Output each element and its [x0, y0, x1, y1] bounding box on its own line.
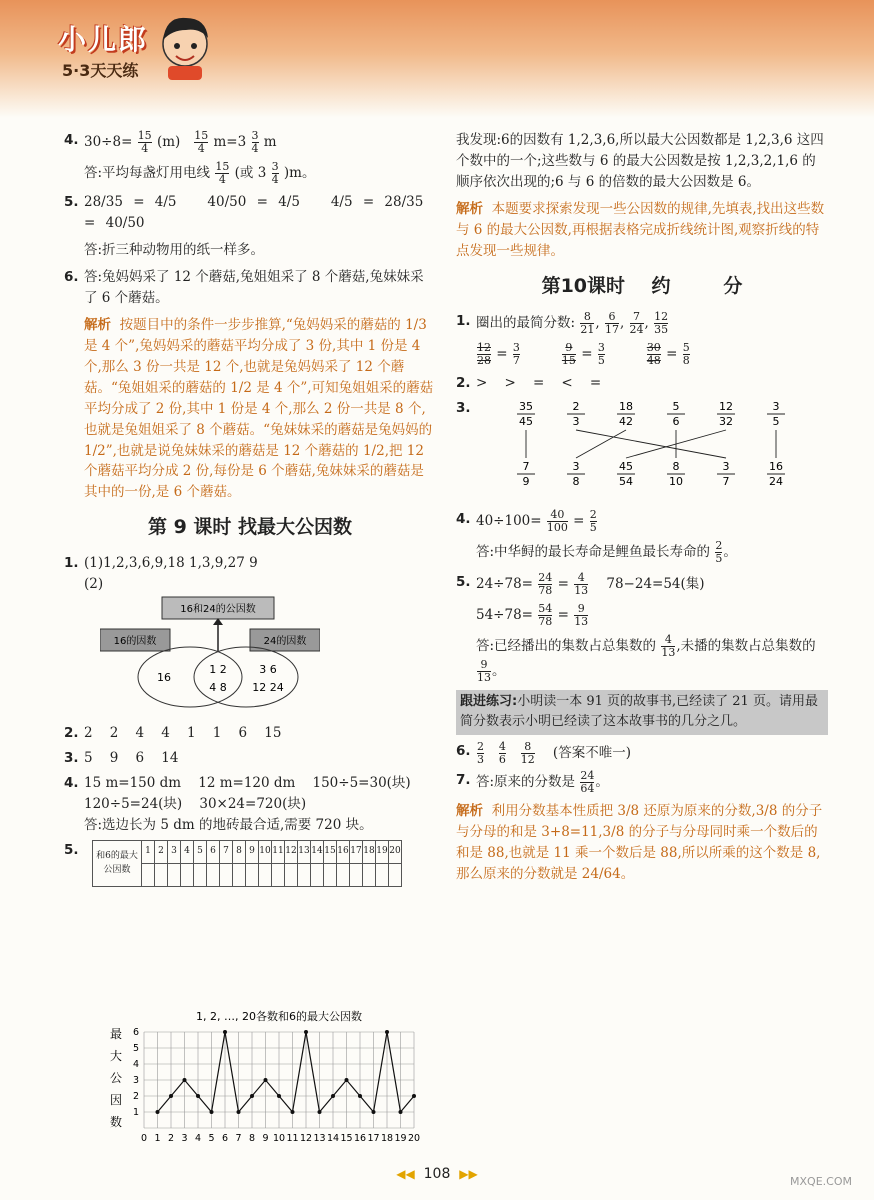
table-cell	[181, 864, 194, 887]
question-number: 5.	[64, 842, 79, 859]
fraction: $\frac{2}{3}$	[477, 739, 484, 766]
table-col-header: 7	[220, 841, 233, 864]
y-tick-label: 3	[132, 1075, 139, 1086]
data-point	[196, 1094, 200, 1098]
table-col-header: 2	[155, 841, 168, 864]
data-point	[399, 1110, 403, 1114]
l10-q5-expr3: 54÷78=	[476, 606, 533, 623]
l10-q2-answer: > > = < =	[476, 375, 602, 392]
question-number: 6.	[64, 269, 79, 286]
match-top-den: 3	[572, 415, 580, 429]
table-cell	[389, 864, 402, 887]
x-tick-label: 17	[367, 1133, 380, 1144]
question-number: 7.	[456, 771, 471, 788]
question-number: 4.	[456, 511, 471, 528]
analysis-label: 解析	[456, 802, 483, 819]
match-bottom-num: 45	[619, 460, 633, 474]
venn-left-box: 16的因数	[113, 635, 157, 647]
question-number: 2.	[64, 725, 79, 742]
match-top-den: 6	[672, 415, 680, 429]
lesson-10-title: 第10课时 约 分	[541, 274, 743, 297]
question-number: 1.	[64, 554, 79, 571]
analysis-text: 利用分数基本性质把 3/8 还原为原来的分数,3/8 的分子与分母的和是 3+8=11,3/8 的分子与分母同时乘一个数后的和是 88,也就是 11 乘一个数后是 88,所以所乘的这个数是 8,那么原来的分数就是 24/64。	[456, 802, 823, 882]
table-col-header: 12	[285, 841, 298, 864]
q6-note: (答案不唯一)	[552, 744, 631, 761]
l10-q7-answer: 答:原来的分数是	[476, 773, 576, 790]
match-bottom-num: 3	[572, 460, 580, 474]
x-tick-label: 14	[326, 1133, 340, 1144]
y-axis-label-char: 数	[109, 1115, 123, 1129]
question-number: 1.	[456, 312, 471, 329]
lesson-9-title: 第 9 课时 找最大公因数	[147, 516, 353, 539]
match-top-num: 35	[519, 400, 533, 414]
table-col-header: 10	[259, 841, 272, 864]
question-4	[64, 130, 436, 186]
match-top-num: 3	[772, 400, 780, 414]
question-number: 3.	[456, 400, 471, 417]
fraction: $\frac{9}{13}$	[574, 601, 589, 628]
prev-arrows-icon: ◀◀	[396, 1167, 415, 1181]
table-header: 和6的最大公因数	[93, 841, 142, 887]
fraction: $\frac{15}{4}$	[137, 129, 152, 156]
venn-left-only: 16	[157, 670, 171, 684]
match-top-num: 12	[719, 400, 733, 414]
data-point	[372, 1110, 376, 1114]
table-col-header: 8	[233, 841, 246, 864]
x-tick-label: 3	[181, 1133, 188, 1144]
data-point	[291, 1110, 295, 1114]
reduction-1: $\frac{12}{28}$ = $\frac{3}{7}$	[477, 341, 520, 368]
right-analysis	[456, 199, 828, 262]
table-cell	[194, 864, 207, 887]
l9-q3-answer: 5 9 6 14	[84, 750, 179, 767]
match-bottom-den: 24	[769, 475, 783, 489]
table-col-header: 3	[168, 841, 181, 864]
l9-question-4	[64, 773, 436, 836]
data-point	[250, 1094, 254, 1098]
fraction: $\frac{4}{6}$	[498, 739, 506, 766]
brand-subtitle: 5·3天天练	[62, 61, 139, 80]
mascot-icon	[156, 10, 214, 82]
table-col-header: 11	[272, 841, 285, 864]
l10-question-2	[456, 373, 828, 394]
fraction: $\frac{15}{4}$	[215, 160, 230, 187]
y-axis-label-char: 因	[109, 1093, 123, 1107]
y-axis-label-char: 大	[109, 1049, 123, 1063]
fraction: $\frac{2}{5}$	[715, 539, 723, 566]
table-cell	[337, 864, 350, 887]
match-bottom-den: 8	[572, 475, 580, 489]
match-bottom-den: 9	[522, 475, 530, 489]
match-top-num: 2	[572, 400, 580, 414]
table-col-header: 13	[298, 841, 311, 864]
table-cell	[363, 864, 376, 887]
q4-answer-c: )m。	[283, 165, 316, 182]
table-col-header: 9	[246, 841, 259, 864]
y-tick-label: 5	[132, 1043, 139, 1054]
table-cell	[220, 864, 233, 887]
analysis-text: 按题目中的条件一步步推算,“兔妈妈采的蘑菇的 1/3 是 4 个”,兔妈妈采的蘑菇平均分成了 3 份,其中 1 份是 4 个,那么 3 份一共是 12 个,也就是兔妈妈采了 12 个蘑菇。“兔姐姐采的蘑菇的 1/2 是 4 个”,可知兔姐姐采的蘑菇平均分成了 2 份,其中 1 份是 4 个,那么 2 份一共是 8 个,也就是兔姐姐采了 8 个蘑菇。“兔妹妹采的蘑菇是兔妈妈的 1/2”,也就是说兔妹妹采的蘑菇是 12 个蘑菇的 1/2,把 12 个蘑菇平均分成 2 份,每份是 6 个蘑菇,兔妹妹采的蘑菇是其中的一份,是 6 个蘑菇。	[84, 316, 434, 501]
reduction-2: $\frac{9}{15}$ = $\frac{3}{5}$	[561, 341, 605, 368]
q4-unit2: m	[263, 134, 277, 151]
q5-eq-1: 28/35 = 4/5	[84, 194, 177, 211]
l9-question-3	[64, 748, 436, 769]
analysis-label: 解析	[456, 200, 483, 217]
l10-question-5: 5. 24÷78= $\frac{24}{78}$ = $\frac{4}{13}$ 78−24=54(集) 54÷78= $\frac{54}{78}$ = $\frac{9}{13}$ 答:已经播出的集数占总集数的 $\frac{4}{13}$ ,未播的集数占总集数的 $\frac{9}{13}$ 。	[456, 570, 816, 685]
venn-right-2: 12 24	[252, 680, 284, 694]
page-footer	[0, 1166, 874, 1182]
q4-expr: 30÷8=	[84, 134, 133, 151]
reduction-3: $\frac{30}{48}$ = $\frac{5}{8}$	[646, 341, 690, 368]
table-col-header: 17	[350, 841, 363, 864]
match-top-den: 45	[519, 415, 533, 429]
question-number: 4.	[64, 132, 79, 148]
match-bottom-num: 7	[522, 460, 530, 474]
match-top-den: 5	[772, 415, 780, 429]
y-axis-label-char: 最	[109, 1027, 123, 1041]
table-cell	[168, 864, 181, 887]
match-line	[576, 430, 626, 458]
match-bottom-den: 54	[619, 475, 633, 489]
fraction: $\frac{15}{4}$	[194, 129, 209, 156]
data-point	[358, 1094, 362, 1098]
x-tick-label: 15	[340, 1133, 353, 1144]
l9-q4-line2: 120÷5=24(块) 30×24=720(块)	[84, 796, 307, 813]
match-bottom-num: 16	[769, 460, 783, 474]
l10-q4-answer: 答:中华鲟的最长寿命是鲤鱼最长寿命的	[476, 544, 711, 561]
table-cell	[324, 864, 337, 887]
l9-q1-part1: (1)1,2,3,6,9,18 1,3,9,27 9	[84, 554, 258, 571]
match-line	[576, 430, 726, 458]
table-col-header: 20	[389, 841, 402, 864]
brand-logo: 小儿郎	[58, 23, 149, 56]
match-top-den: 42	[619, 415, 633, 429]
question-5	[64, 192, 436, 261]
l10-q1-label: 圈出的最简分数:	[476, 315, 576, 332]
table-cell	[155, 864, 168, 887]
data-point	[385, 1030, 389, 1034]
data-point	[331, 1094, 335, 1098]
y-tick-label: 2	[132, 1091, 139, 1102]
l9-q4-line1: 15 m=150 dm 12 m=120 dm 150÷5=30(块)	[84, 775, 411, 792]
x-tick-label: 6	[221, 1133, 229, 1144]
venn-right-box: 24的因数	[263, 635, 307, 647]
table-col-header: 5	[194, 841, 207, 864]
data-point	[277, 1094, 281, 1098]
table-cell	[350, 864, 363, 887]
x-tick-label: 19	[394, 1133, 407, 1144]
q4-expr2: m=3	[213, 134, 247, 151]
fraction: $\frac{8}{21}$	[580, 309, 595, 337]
match-top-num: 5	[672, 400, 680, 414]
y-tick-label: 6	[132, 1027, 139, 1038]
fraction: $\frac{2}{5}$	[589, 508, 597, 535]
left-column	[64, 128, 436, 891]
x-tick-label: 7	[235, 1133, 242, 1144]
fraction: $\frac{24}{64}$	[580, 768, 595, 795]
fraction: $\frac{4}{13}$	[661, 632, 676, 660]
fraction: $\frac{3}{4}$	[251, 129, 259, 156]
data-point	[237, 1110, 241, 1114]
l10-q5-answer2: ,未播的集数占总集数的	[676, 638, 816, 655]
q4-answer: 答:平均每盏灯用电线	[84, 165, 211, 182]
match-top-den: 32	[719, 415, 733, 429]
follow-up-exercise	[456, 690, 828, 734]
table-cell	[298, 864, 311, 887]
venn-common-2: 4 8	[209, 680, 227, 694]
l10-question-1: 1. 圈出的最简分数: $\frac{8}{21}$ , $\frac{6}{17}$ , $\frac{7}{24}$ , $\frac{12}{35}$ $\frac{12}{28}$ = $\frac{3}{7}$ $\frac{9}{15}$ = $\frac{3}{5}$ $\frac{30}{48}$ = $\frac{5}{8}$	[456, 309, 690, 368]
venn-diagram	[100, 595, 320, 713]
y-tick-label: 4	[132, 1059, 139, 1070]
table-col-header: 4	[181, 841, 194, 864]
q7-analysis	[456, 801, 828, 885]
q6-analysis	[84, 315, 436, 503]
y-axis-label-char: 公	[109, 1071, 123, 1085]
table-col-header: 16	[337, 841, 350, 864]
fraction: $\frac{54}{78}$	[538, 601, 553, 628]
question-number: 4.	[64, 775, 79, 792]
l9-q4-answer: 答:选边长为 5 dm 的地砖最合适,需要 720 块。	[84, 817, 373, 834]
series-line	[158, 1032, 415, 1112]
fraction: $\frac{12}{35}$	[654, 309, 669, 337]
l10-q5-expr1: 24÷78=	[476, 575, 533, 592]
q4-unit: (m)	[156, 134, 181, 151]
question-number: 2.	[456, 375, 471, 392]
page-number: 108	[423, 1166, 451, 1182]
data-point	[156, 1110, 160, 1114]
analysis-text: 本题要求探索发现一些公因数的规律,先填表,找出这些数与 6 的最大公因数,再根据表格完成折线统计图,观察折线的特点发现一些规律。	[456, 200, 825, 259]
l10-question-4: 4. 40÷100= $\frac{40}{100}$ = $\frac{2}{5}$ 答:中华鲟的最长寿命是鲤鱼最长寿命的 $\frac{2}{5}$ 。	[456, 508, 737, 566]
l10-question-3	[456, 398, 828, 505]
question-number: 5.	[64, 194, 79, 211]
page-header-band	[0, 0, 874, 118]
data-point	[183, 1078, 187, 1082]
gcd-table	[92, 840, 402, 887]
fraction: $\frac{6}{17}$	[604, 309, 619, 337]
x-tick-label: 9	[262, 1133, 269, 1144]
x-tick-label: 8	[248, 1133, 256, 1144]
gcd-line-chart	[92, 1010, 422, 1160]
q5-eq-3: 4/5 = 28/35 = 40/50	[84, 194, 424, 232]
fraction: $\frac{3}{4}$	[271, 160, 279, 187]
table-col-header: 18	[363, 841, 376, 864]
data-point	[264, 1078, 268, 1082]
x-tick-label: 2	[167, 1133, 175, 1144]
question-6	[64, 267, 436, 503]
table-col-header: 6	[207, 841, 220, 864]
x-tick-label: 20	[407, 1133, 421, 1144]
follow-up-label: 跟进练习:	[460, 694, 518, 710]
l9-question-2	[64, 723, 436, 744]
data-point	[412, 1094, 416, 1098]
fraction: $\frac{8}{12}$	[520, 739, 535, 766]
l9-question-1	[64, 553, 436, 720]
l9-q2-answer: 2 2 4 4 1 1 6 15	[84, 725, 282, 742]
q5-answer: 答:折三种动物用的纸一样多。	[84, 242, 265, 259]
q4-answer-b: (或 3	[234, 165, 267, 182]
table-col-header: 15	[324, 841, 337, 864]
x-tick-label: 4	[194, 1133, 202, 1144]
x-tick-label: 10	[272, 1133, 286, 1144]
question-number: 5.	[456, 573, 471, 590]
table-cell	[142, 864, 155, 887]
x-tick-label: 13	[313, 1133, 326, 1144]
chart-title: 1, 2, …, 20各数和6的最大公因数	[196, 1010, 362, 1023]
l9-q1-part2: (2)	[84, 575, 104, 592]
venn-common-1: 1 2	[209, 662, 227, 676]
x-tick-label: 16	[353, 1133, 367, 1144]
match-bottom-num: 8	[672, 460, 680, 474]
follow-up-text: 小明读一本 91 页的故事书,已经读了 21 页。请用最简分数表示小明已经读了这本故事书的几分之几。	[460, 694, 818, 730]
q6-answer: 答:兔妈妈采了 12 个蘑菇,兔姐姐采了 8 个蘑菇,兔妹妹采了 6 个蘑菇。	[84, 269, 424, 307]
data-point	[304, 1030, 308, 1034]
venn-right-1: 3 6	[259, 662, 277, 676]
fraction: $\frac{9}{13}$	[477, 658, 491, 685]
next-arrows-icon: ▶▶	[459, 1167, 478, 1181]
table-cell	[285, 864, 298, 887]
venn-top-label: 16和24的公因数	[180, 603, 256, 615]
l10-question-7: 7. 答:原来的分数是 $\frac{24}{64}$ 。	[456, 768, 609, 795]
table-cell	[246, 864, 259, 887]
table-cell	[272, 864, 285, 887]
right-column	[456, 128, 828, 891]
data-point	[210, 1110, 214, 1114]
watermark: MXQE.COM	[790, 1175, 852, 1188]
question-number: 6.	[456, 742, 471, 759]
l10-q5-answer: 答:已经播出的集数占总集数的	[476, 638, 657, 655]
l9-question-5	[64, 840, 436, 887]
data-point	[345, 1078, 349, 1082]
fraction: $\frac{7}{24}$	[629, 309, 644, 337]
fraction: $\frac{4}{13}$	[574, 570, 589, 597]
table-col-header: 1	[142, 841, 155, 864]
table-cell	[311, 864, 324, 887]
match-top-num: 18	[619, 400, 633, 414]
table-col-header: 14	[311, 841, 324, 864]
x-tick-label: 11	[286, 1133, 299, 1144]
x-tick-label: 0	[140, 1133, 148, 1144]
q5-eq-2: 40/50 = 4/5	[207, 194, 300, 211]
match-bottom-num: 3	[722, 460, 730, 474]
x-tick-label: 12	[299, 1133, 313, 1144]
analysis-label: 解析	[84, 316, 111, 333]
matching-diagram	[476, 398, 796, 498]
data-point	[318, 1110, 322, 1114]
l10-q4-expr: 40÷100=	[476, 513, 542, 530]
x-tick-label: 18	[380, 1133, 394, 1144]
match-bottom-den: 7	[722, 475, 730, 489]
fraction: $\frac{40}{100}$	[546, 508, 568, 535]
x-tick-label: 5	[208, 1133, 215, 1144]
table-col-header: 19	[376, 841, 389, 864]
l10-q5-expr2: 78−24=54(集)	[606, 575, 705, 592]
finding-text: 我发现:6的因数有 1,2,3,6,所以最大公因数都是 1,2,3,6 这四个数中的一个;这些数与 6 的最大公因数是按 1,2,3,2,1,6 的顺序依次出现的;6 与 6 的倍数的最大公因数是 6。	[456, 132, 824, 190]
table-cell	[259, 864, 272, 887]
x-tick-label: 1	[154, 1133, 161, 1144]
data-point	[223, 1030, 227, 1034]
table-cell	[233, 864, 246, 887]
l10-question-6	[456, 741, 828, 766]
table-cell	[376, 864, 389, 887]
fraction: $\frac{24}{78}$	[538, 570, 553, 597]
table-cell	[207, 864, 220, 887]
question-number: 3.	[64, 750, 79, 767]
match-bottom-den: 10	[669, 475, 683, 489]
y-tick-label: 1	[132, 1107, 139, 1118]
data-point	[169, 1094, 173, 1098]
